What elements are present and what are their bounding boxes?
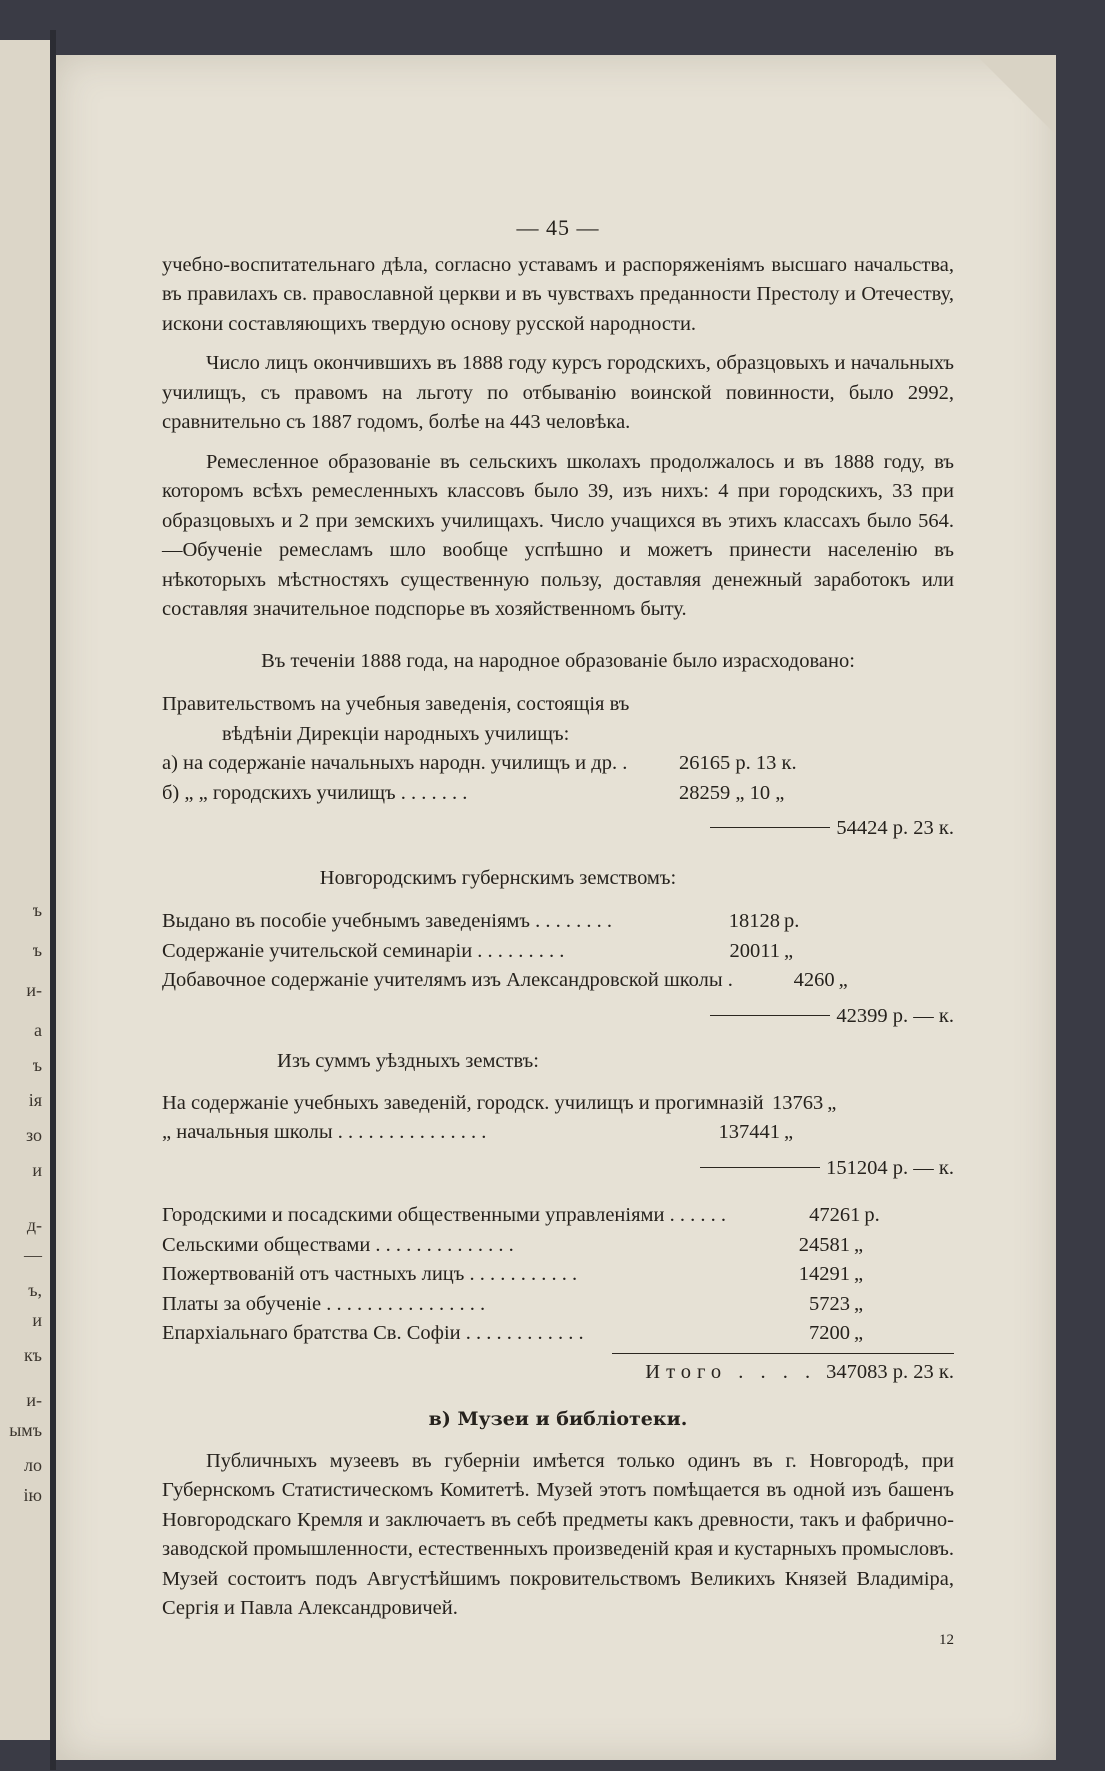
page-number: — 45 — xyxy=(516,215,600,240)
left-page-fragment: д- xyxy=(26,1215,42,1235)
uezd-title: Изъ суммъ уѣздныхъ земствъ: xyxy=(277,1050,539,1072)
zemstvo-title: Новгородскимъ губернскимъ земствомъ: xyxy=(319,866,677,889)
left-page-fragment: ъ xyxy=(32,1055,42,1075)
left-page-fragment: ію xyxy=(23,1485,42,1505)
uezd-expenses xyxy=(162,1089,954,1184)
other-row: Сельскими обществами . . . . . . . . . . . . . . 24581 „ xyxy=(162,1233,864,1256)
gov-line-1: Правительствомъ на учебныя заведенія, состоящія въ xyxy=(162,693,630,715)
page-corner xyxy=(976,55,1056,135)
gov-total: 54424 р. 23 к. xyxy=(162,814,954,844)
left-page-fragment: — xyxy=(24,1245,42,1265)
other-expenses xyxy=(162,1201,954,1387)
left-page-fragment: а xyxy=(34,1020,42,1040)
page-content xyxy=(162,155,954,1655)
paragraph-crafts: Ремесленное образованіе въ сельскихъ школахъ продолжалось и въ 1888 году, въ которомъ всѣхъ ремесленныхъ классовъ было 39, изъ нихъ: 4 при городскихъ, 33 при образцовыхъ и 2 при земскихъ училищахъ. Число учащихся въ этихъ классахъ было 564.—Обученіе ремесламъ шло вообще успѣшно и можетъ принести населенію въ нѣкоторыхъ мѣстностяхъ существенную пользу, доставляя денежный заработокъ или составляя значительное подспорье въ хозяйственномъ быту. xyxy=(162,450,954,620)
zemstvo-row: Содержаніе учительской семинаріи . . . . . . . . . 20011 „ xyxy=(162,939,794,962)
signature-mark: 12 xyxy=(939,1631,954,1648)
previous-page-edge xyxy=(0,40,52,1740)
other-row: Епархіальнаго братства Св. Софіи . . . . . . . . . . . . 7200 „ xyxy=(162,1322,864,1344)
left-page-fragment: зо xyxy=(25,1125,42,1145)
left-page-fragment: ымъ xyxy=(9,1420,42,1440)
uezd-row: На содержаніе учебныхъ заведеній, городск. училищъ и прогимназій 13763 „ xyxy=(162,1091,837,1114)
other-row: Городскими и посадскими общественными управленіями . . . . . . 47261 р. xyxy=(162,1204,880,1226)
paragraph-graduates: Число лицъ окончившихъ въ 1888 году курсъ городскихъ, образцовыхъ и начальныхъ училищъ, съ правомъ на льготу по отбыванію воинской повинности, было 2992, сравнительно съ 1887 годомъ, болѣе на 443 человѣка. xyxy=(162,352,954,433)
left-page-fragment: ъ xyxy=(32,900,42,920)
left-page-fragment: ъ xyxy=(32,940,42,960)
gov-line-2: вѣдѣніи Дирекціи народныхъ училищъ: xyxy=(222,722,570,745)
other-row: Пожертвованій отъ частныхъ лицъ . . . . . . . . . . . 14291 „ xyxy=(162,1263,864,1285)
left-page-fragment: и- xyxy=(26,1390,42,1410)
left-page-fragment: и- xyxy=(26,980,42,1000)
left-page-fragment: и xyxy=(32,1310,42,1330)
document-page xyxy=(56,55,1056,1760)
uezd-row: „ начальныя школы . . . . . . . . . . . . . . . 137441 „ xyxy=(162,1121,794,1143)
gov-row-a: а) на содержаніе начальныхъ народн. училищъ и др. . 26165 р. 13 к. xyxy=(162,752,797,774)
zemstvo-row: Добавочное содержаніе учителямъ изъ Александровской школы . 4260 „ xyxy=(162,969,848,991)
paragraph-continued: учебно-воспитательнаго дѣла, согласно уставамъ и распоряженіямъ высшаго начальства, въ правилахъ св. православной церкви и въ чувствахъ преданности Престолу и Отечеству, искони составляющихъ твердую основу русской народности. xyxy=(162,253,954,335)
zemstvo-row: Выдано въ пособіе учебнымъ заведеніямъ . . . . . . . . 18128 р. xyxy=(162,910,800,932)
zemstvo-total: 42399 р. — к. xyxy=(162,1002,954,1032)
left-page-fragment: ія xyxy=(28,1090,42,1110)
section-heading-museums: в) Музеи и библіотеки. xyxy=(428,1408,688,1430)
other-row: Платы за обученіе . . . . . . . . . . . . . . . . 5723 „ xyxy=(162,1292,864,1315)
grand-total: Итого . . . . 347083 р. 23 к. xyxy=(612,1353,954,1388)
uezd-total: 151204 р. — к. xyxy=(162,1154,954,1184)
left-page-fragment: ло xyxy=(24,1455,42,1475)
expense-intro: Въ теченіи 1888 года, на народное образованіе было израсходовано: xyxy=(261,649,855,672)
paragraph-museums: Публичныхъ музеевъ въ губерніи имѣется только одинъ въ г. Новгородѣ, при Губернскомъ Статистическомъ Комитетѣ. Музей этотъ помѣщается въ одной изъ башенъ Новгородскаго Кремля и заключаетъ въ себѣ предметы какъ древности, такъ и фабрично-заводской промышленности, естественныхъ произведеній края и кустарныхъ промысловъ. Музей состоитъ подъ Августѣйшимъ покровительствомъ Великихъ Князей Владиміра, Сергія и Павла Александровичей. xyxy=(162,1449,955,1619)
zemstvo-expenses xyxy=(162,907,954,1031)
left-page-fragment: и xyxy=(32,1160,42,1180)
government-expenses xyxy=(162,690,954,844)
left-page-fragment: ъ, xyxy=(28,1280,42,1300)
gov-row-b: б) „ „ городскихъ училищъ . . . . . . . 28259 „ 10 „ xyxy=(162,781,785,804)
left-page-fragment: къ xyxy=(23,1345,42,1365)
